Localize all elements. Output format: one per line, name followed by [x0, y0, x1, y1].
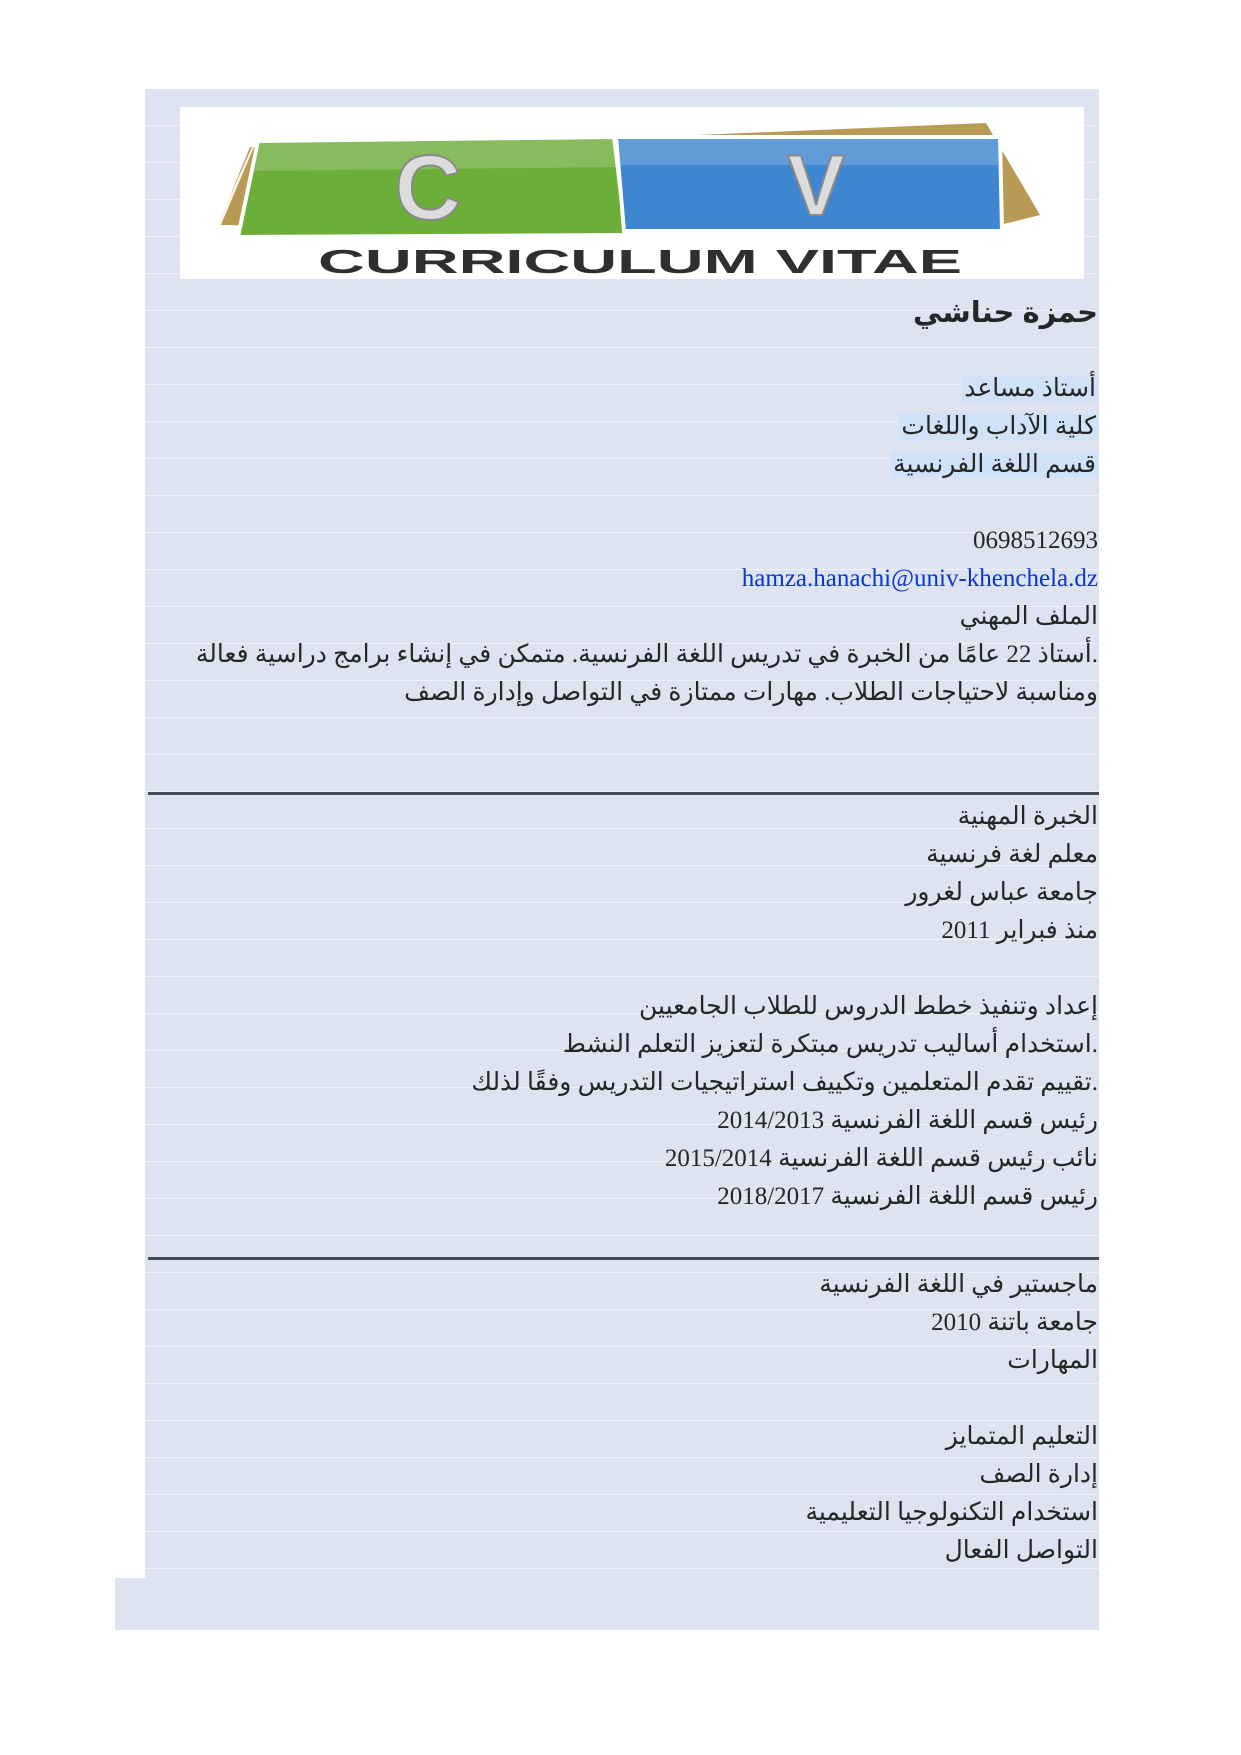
section-divider: [148, 1257, 1099, 1260]
email-link[interactable]: hamza.hanachi@univ-khenchela.dz: [741, 565, 1098, 592]
department-name: قسم اللغة الفرنسية: [893, 451, 1096, 478]
person-name: حمزة حناشي: [912, 297, 1098, 329]
skill-item: إدارة الصف: [979, 1461, 1098, 1488]
degree-title: ماجستير في اللغة الفرنسية: [819, 1271, 1098, 1298]
profile-text: .أستاذ 22 عامًا من الخبرة في تدريس اللغة الفرنسية. متمكن في إنشاء برامج دراسية فعالة ومناسبة لاحتياجات الطلاب. مهارات ممتازة في التواصل وإدارة الصف: [195, 641, 1098, 706]
degree-institution: جامعة باتنة 2010: [931, 1309, 1098, 1336]
skill-item: استخدام التكنولوجيا التعليمية: [805, 1499, 1098, 1526]
position-title: أستاذ مساعد: [964, 375, 1096, 402]
banner-letter-c: C: [394, 137, 462, 239]
phone-number: 0698512693: [973, 527, 1098, 554]
cv-banner-logo: [180, 107, 1084, 279]
skills-heading: المهارات: [1007, 1347, 1098, 1374]
role-item: رئيس قسم اللغة الفرنسية 2018/2017: [717, 1183, 1098, 1210]
page-background-footer: [115, 1578, 1099, 1630]
skill-item: التواصل الفعال: [944, 1537, 1098, 1564]
faculty-name: كلية الآداب واللغات: [901, 413, 1096, 440]
experience-heading: الخبرة المهنية: [957, 803, 1098, 830]
duty-item: .استخدام أساليب تدريس مبتكرة لتعزيز التعلم النشط: [562, 1031, 1098, 1058]
duty-item: .تقييم تقدم المتعلمين وتكييف استراتيجيات التدريس وفقًا لذلك: [471, 1069, 1098, 1096]
section-divider: [148, 792, 1099, 795]
banner-caption: CURRICULUM VITAE: [318, 243, 962, 279]
profile-heading: الملف المهني: [959, 603, 1098, 630]
employer-name: جامعة عباس لغرور: [905, 879, 1098, 906]
employment-since: منذ فبراير 2011: [941, 917, 1098, 944]
job-title: معلم لغة فرنسية: [926, 841, 1098, 868]
role-item: رئيس قسم اللغة الفرنسية 2014/2013: [717, 1107, 1098, 1134]
duty-item: إعداد وتنفيذ خطط الدروس للطلاب الجامعيين: [639, 993, 1098, 1020]
role-item: نائب رئيس قسم اللغة الفرنسية 2015/2014: [664, 1145, 1098, 1172]
skill-item: التعليم المتمايز: [945, 1423, 1098, 1450]
banner-letter-v: V: [787, 138, 845, 234]
